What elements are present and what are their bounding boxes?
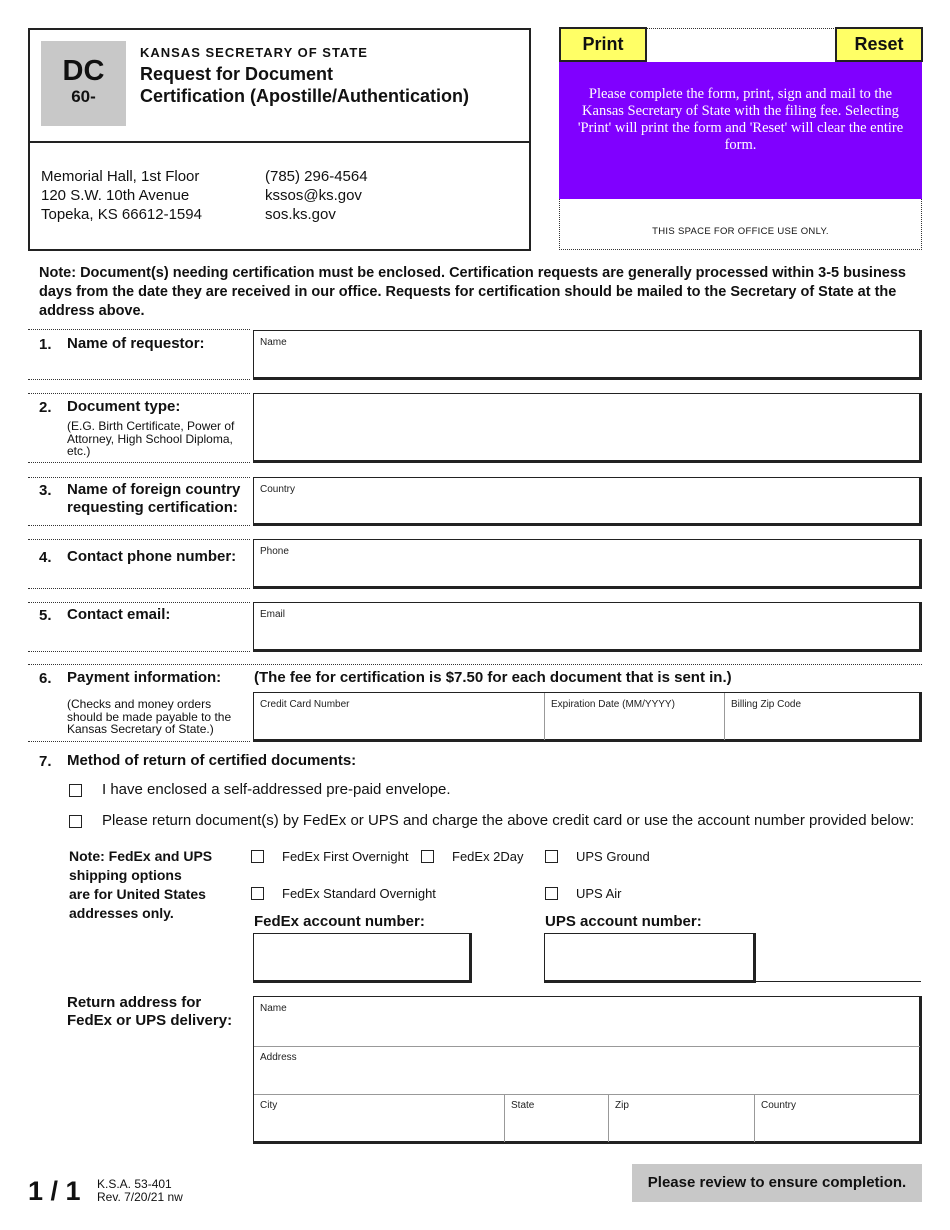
form-code-badge (41, 41, 126, 126)
q6-hint: (Checks and money orders should be made payable to the Kansas Secretary of State.) (67, 697, 232, 736)
q7-number: 7. (39, 753, 52, 770)
ups-account-label: UPS account number: (545, 913, 702, 930)
row-divider (28, 477, 250, 478)
shipping-note-line: shipping options (69, 867, 182, 883)
fedex-ups-checkbox[interactable] (69, 815, 82, 828)
q2-number: 2. (39, 399, 52, 416)
q3-number: 3. (39, 482, 52, 499)
q6-label: Payment information: (67, 669, 222, 686)
fedex-standard-overnight-checkbox[interactable] (251, 887, 264, 900)
field-label: Credit Card Number (260, 699, 350, 710)
return-address-field[interactable] (254, 1046, 918, 1093)
q1-label: Name of requestor: (67, 335, 205, 352)
ups-air-label: UPS Air (576, 886, 622, 901)
office-address (41, 167, 202, 224)
revision: Rev. 7/20/21 nw (97, 1190, 183, 1204)
website: sos.ks.gov (265, 206, 336, 223)
return-address-label-line: FedEx or UPS delivery: (67, 1012, 233, 1029)
prepaid-envelope-checkbox[interactable] (69, 784, 82, 797)
row-divider (28, 379, 250, 380)
office-contact (265, 167, 368, 224)
agency-name: KANSAS SECRETARY OF STATE (140, 45, 368, 60)
row-divider (28, 651, 250, 652)
email-address: kssos@ks.gov (265, 187, 362, 204)
field-label: Billing Zip Code (731, 699, 802, 710)
field-label: Expiration Date (MM/YYYY) (551, 699, 675, 710)
q1-number: 1. (39, 336, 52, 353)
field-label: Phone (260, 546, 289, 557)
ups-account-field[interactable] (544, 933, 756, 983)
row-divider (28, 539, 250, 540)
return-country-field[interactable] (755, 1094, 918, 1141)
address-line: Topeka, KS 66612-1594 (41, 206, 202, 223)
q2-hint: (E.G. Birth Certificate, Power of Attorney, High School Diploma, etc.) (67, 419, 235, 458)
address-line: 120 S.W. 10th Avenue (41, 187, 190, 204)
expiration-date-field[interactable] (545, 693, 723, 740)
q6-number: 6. (39, 670, 52, 687)
reset-button[interactable]: Reset (835, 27, 923, 62)
fedex-first-overnight-label: FedEx First Overnight (282, 849, 409, 864)
return-city-field[interactable] (254, 1094, 503, 1141)
page-number: 1 / 1 (28, 1176, 81, 1206)
credit-card-field[interactable] (254, 693, 543, 740)
return-address-label-line: Return address for (67, 994, 202, 1011)
document-type-field[interactable] (253, 393, 922, 463)
q5-number: 5. (39, 607, 52, 624)
q4-number: 4. (39, 549, 52, 566)
print-button[interactable]: Print (559, 27, 647, 62)
return-name-field[interactable] (254, 997, 918, 1045)
statute: K.S.A. 53-401 (97, 1177, 172, 1191)
q7-label: Method of return of certified documents: (67, 752, 357, 769)
field-label: Country (761, 1100, 797, 1111)
q4-label: Contact phone number: (67, 548, 237, 565)
form-number: 60- (71, 87, 96, 106)
fedex-2day-label: FedEx 2Day (452, 849, 524, 864)
processing-note: Note: Document(s) needing certification must be enclosed. Certification requests are generally processed within 3-5 business days from the date they are received in our office. Requests for certification should be mailed to the Secretary of State at the address above. (39, 265, 906, 319)
field-label: Name (260, 1003, 287, 1014)
review-banner: Please review to ensure completion. (632, 1164, 922, 1202)
account-underline (756, 981, 921, 982)
shipping-note-line: addresses only. (69, 905, 174, 921)
row-divider (28, 329, 250, 330)
prepaid-envelope-label: I have enclosed a self-addressed pre-paid envelope. (102, 781, 451, 798)
form-title-line2: Certification (Apostille/Authentication) (140, 86, 470, 106)
q2-label: Document type: (67, 398, 181, 415)
field-label: Name (260, 337, 287, 348)
fedex-2day-checkbox[interactable] (421, 850, 434, 863)
instructions-panel (559, 62, 922, 199)
office-use-label: THIS SPACE FOR OFFICE USE ONLY. (652, 226, 829, 237)
form-title-line1: Request for Document (140, 64, 334, 84)
phone-number: (785) 296-4564 (265, 168, 368, 185)
instructions-text: Please complete the form, print, sign and mail to the Kansas Secretary of State with the filing fee. Selecting 'Print' will print the form and 'Reset' will clear the entire form. (577, 86, 904, 153)
return-state-field[interactable] (505, 1094, 607, 1141)
return-address-label (67, 994, 232, 1030)
ups-air-checkbox[interactable] (545, 887, 558, 900)
fedex-standard-overnight-label: FedEx Standard Overnight (282, 886, 436, 901)
row-divider (28, 588, 250, 589)
country-field[interactable] (253, 477, 922, 526)
row-divider (28, 393, 250, 394)
requestor-name-field[interactable] (253, 330, 922, 380)
field-label: City (260, 1100, 278, 1111)
fedex-ups-label: Please return document(s) by FedEx or UPS and charge the above credit card or use the account number provided below: (102, 812, 915, 829)
shipping-note (69, 847, 212, 923)
email-field[interactable] (253, 602, 922, 652)
field-label: Zip (615, 1100, 629, 1111)
shipping-note-line: are for United States (69, 886, 206, 902)
field-label: Email (260, 609, 286, 620)
q3-label-line: Name of foreign country (67, 481, 241, 498)
return-zip-field[interactable] (609, 1094, 753, 1141)
row-divider (28, 462, 250, 463)
ups-ground-label: UPS Ground (576, 849, 650, 864)
ups-ground-checkbox[interactable] (545, 850, 558, 863)
form-code: DC (62, 55, 105, 87)
row-divider (28, 602, 250, 603)
address-line: Memorial Hall, 1st Floor (41, 168, 200, 185)
field-label: Country (260, 484, 296, 495)
q5-label: Contact email: (67, 606, 171, 623)
fedex-account-field[interactable] (253, 933, 472, 983)
row-divider (28, 664, 922, 665)
fee-note: (The fee for certification is $7.50 for each document that is sent in.) (254, 669, 732, 686)
phone-field[interactable] (253, 539, 922, 589)
row-divider (28, 525, 250, 526)
billing-zip-field[interactable] (725, 693, 918, 740)
shipping-note-line: Note: FedEx and UPS (69, 848, 213, 864)
row-divider (28, 741, 250, 742)
field-label: Address (260, 1052, 297, 1063)
fedex-first-overnight-checkbox[interactable] (251, 850, 264, 863)
header-divider (30, 141, 529, 143)
field-label: State (511, 1100, 535, 1111)
q3-label (67, 481, 240, 517)
fedex-account-label: FedEx account number: (254, 913, 425, 930)
q3-label-line: requesting certification: (67, 499, 238, 516)
